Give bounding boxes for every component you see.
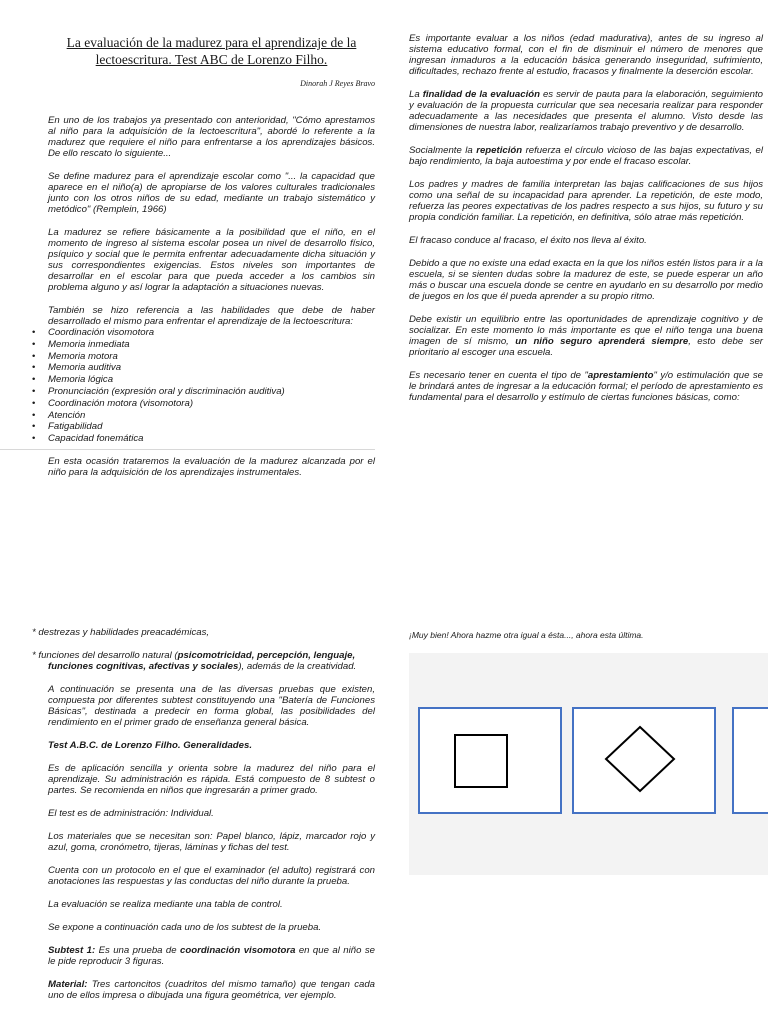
list-item: • Pronunciación (expresión oral y discriminación auditiva) [48,386,375,398]
paragraph: Es importante evaluar a los niños (edad madurativa), antes de su ingreso al sistema educativo formal, con el fin de disminuir el número de menores que ingresan inmaduros a la educación básica generando inseguridad, sufrimiento, dificultades, rechazo frente al estudio, fracasos y finalmente la deserción escolar. [409,33,763,77]
bullet-line: * funciones del desarrollo natural (psicomotricidad, percepción, lenguaje, funciones cognitivas, afectivas y sociales), además de la creatividad. [32,650,357,672]
list-item: • Fatigabilidad [48,421,375,433]
document-title: La evaluación de la madurez para el aprendizaje de la lectoescritura. Test ABC de Lorenzo Filho. [66,35,357,67]
skills-list [48,327,375,445]
paragraph: En esta ocasión trataremos la evaluación de la madurez alcanzada por el niño para la adquisición de los aprendizajes instrumentales. [48,455,375,478]
list-item: • Coordinación visomotora [48,327,375,339]
paragraph: A continuación se presenta una de las diversas pruebas que existen, compuesta por diferentes subtest constituyendo una "Batería de Funciones Básicas", destinada a predecir en forma global, las posibilidades del rendimiento en el primer grado de enseñanza general básica. [48,684,375,728]
paragraph: Es necesario tener en cuenta el tipo de "aprestamiento" y/o estimulación que se le brindará antes de ingresar a la educación formal; el período de aprestamiento es fundamental para el desarrollo y estímulo de ciertas funciones básicas, como: [409,370,763,403]
paragraph: Debe existir un equilibrio entre las oportunidades de aprendizaje cognitivo y de socializar. En este momento lo más importante es que el niño tenga una buena imagen de sí mismo, un niño seguro aprenderá siempre, esto debe ser prioritario al escoger una escuela. [409,314,763,358]
list-item: • Memoria lógica [48,374,375,386]
bold-text: un niño seguro aprenderá siempre [515,336,689,347]
divider [0,449,375,450]
paragraph: La finalidad de la evaluación es servir de pauta para la elaboración, seguimiento y evaluación de la propuesta curricular que sea necesaria realizar para responder adecuadamente a las necesidades que presenta el alumno. Visto desde las dimensiones de nuestra labor, realizaríamos trabajo preventivo y de desarrollo. [409,89,763,133]
author-signature: Dinorah J Reyes Bravo [300,79,375,88]
list-item: • Memoria inmediata [48,339,375,351]
paragraph: Se define madurez para el aprendizaje escolar como "... la capacidad que aparece en el niño(a) de apropiarse de los valores culturales tradicionales junto con los otros niños de su edad, mediante un trabajo sistemático y metódico" (Remplein, 1966) [48,171,375,215]
paragraph: La evaluación se realiza mediante una tabla de control. [48,899,283,910]
list-item: • Coordinación motora (visomotora) [48,398,375,410]
list-item: • Capacidad fonemática [48,433,375,445]
list-item: • Memoria auditiva [48,362,375,374]
paragraph: La madurez se refiere básicamente a la posibilidad que el niño, en el momento de ingreso al sistema escolar posea un nivel de desarrollo físico, psíquico y social que le permita enfrentar adecuadamente dicha situación y sus correspondientes exigencias. Estos niveles son importantes de desarrollar en el escolar para que pueda acceder a los cambios sin problema alguno y así lograr la adaptación a situaciones nuevas. [48,227,375,293]
figure-card-square [418,707,562,814]
bullet-line: * destrezas y habilidades preacadémicas, [32,627,210,638]
paragraph: Socialmente la repetición refuerza el círculo vicioso de las bajas expectativas, el bajo rendimiento, la baja autoestima y por ende el fracaso escolar. [409,145,764,167]
paragraph: El fracaso conduce al fracaso, el éxito nos lleva al éxito. [409,235,647,246]
figure-card-diamond [572,707,716,814]
bold-text: finalidad de la evaluación [422,89,540,100]
paragraph: Subtest 1: Es una prueba de coordinación visomotora en que al niño se le pide reproducir 3 figuras. [48,945,375,967]
paragraph: Los padres y madres de familia interpretan las bajas calificaciones de sus hijos como una señal de su incapacidad para aprender. La repetición, de este modo, refuerza las peores expectativas de los padres respecto a sus hijos, su futuro y su propia condición familiar. La repetición, en definitiva, sólo atrae más repetición. [409,179,763,223]
paragraph: En uno de los trabajos ya presentado con anterioridad, "Cómo aprestamos al niño para la adquisición de la lectoescritura", abordé lo referente a la madurez que requiere el niño para enfrentarse a los aprendizajes básicos. De ello rescato lo siguiente... [48,115,375,159]
square-shape-icon [420,709,559,811]
figure-caption: ¡Muy bien! Ahora hazme otra igual a ésta..., ahora esta última. [409,630,644,640]
paragraph: Es de aplicación sencilla y orienta sobre la madurez del niño para el aprendizaje. Su administración es rápida. Está compuesto de 8 subtest o partes. Se recomienda en niños que ingresarán a primer grado. [48,763,375,796]
right-column-top [409,33,763,415]
list-item: • Atención [48,410,375,422]
left-column-top [48,34,375,490]
list-item: • Memoria motora [48,351,375,363]
bold-text: aprestamiento [587,370,654,381]
paragraph: Debido a que no existe una edad exacta en la que los niños estén listos para ir a la escuela, si se sienten dudas sobre la madurez de este, se puede esperar un año más o buscar una escuela donde se centre en ayudarlo en su desarrollo por medio de juegos en los que él pueda aprender a su propio ritmo. [409,258,763,302]
diamond-shape-icon [574,709,713,811]
paragraph: Los materiales que se necesitan son: Papel blanco, lápiz, marcador rojo y azul, goma, cronómetro, tijeras, láminas y fichas del test. [48,831,375,853]
paragraph: Material: Tres cartoncitos (cuadritos del mismo tamaño) que tengan cada uno de ellos impresa o dibujada una figura geométrica, ver ejemplo. [48,979,375,1001]
paragraph: Se expone a continuación cada uno de los subtest de la prueba. [48,922,322,933]
bold-text: psicomotricidad, percepción, lenguaje, funciones cognitivas, afectivas y sociales [48,650,356,672]
left-column-bottom [32,627,375,1013]
paragraph: El test es de administración: Individual. [48,808,214,819]
section-heading: Test A.B.C. de Lorenzo Filho. Generalidades. [48,740,252,751]
paragraph: También se hizo referencia a las habilidades que debe de haber desarrollado el mismo para enfrentar el aprendizaje de la lectoescritura: [48,305,375,327]
figure-card-partial [732,707,768,814]
paragraph: Cuenta con un protocolo en el que el examinador (el adulto) registrará con anotaciones las respuestas y las conductas del niño durante la prueba. [48,865,375,887]
bold-text: repetición [476,145,523,156]
